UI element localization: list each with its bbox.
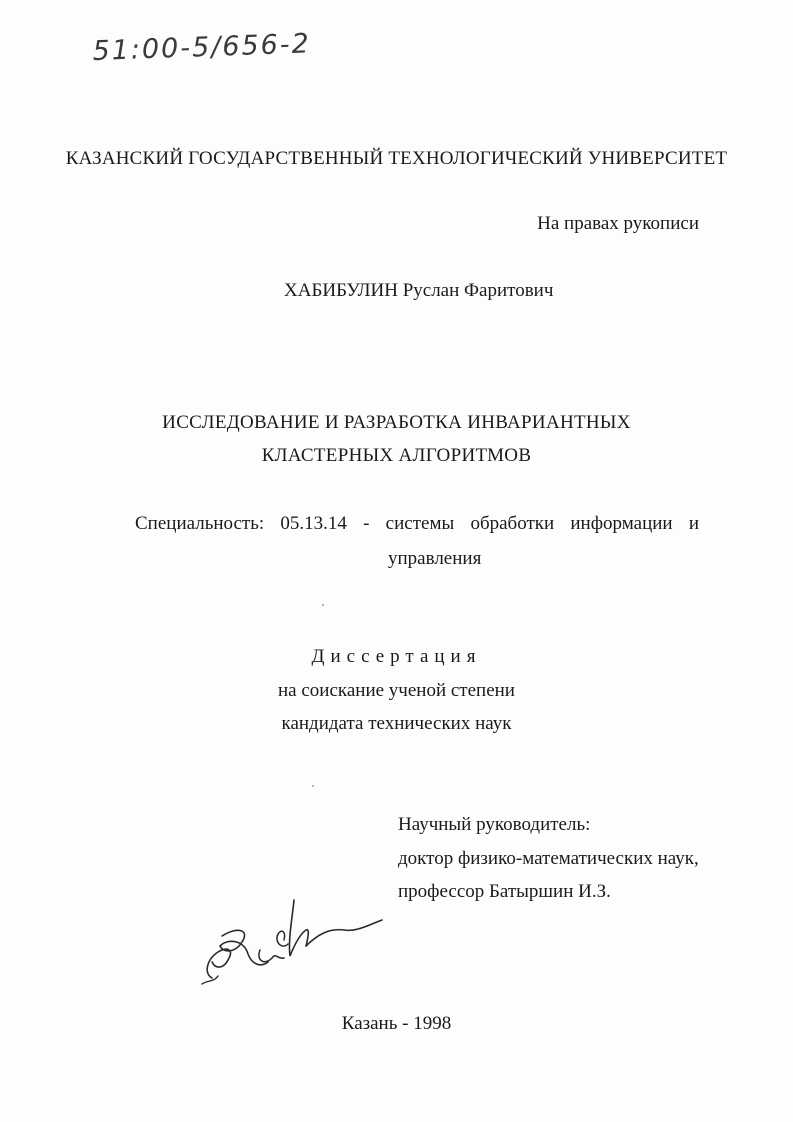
specialty-word: - (363, 513, 370, 534)
thesis-title-line-2: КЛАСТЕРНЫХ АЛГОРИТМОВ (261, 445, 532, 466)
dissertation-degree-line-2: кандидата технических наук (281, 713, 512, 734)
scan-speck (312, 785, 314, 787)
dissertation-degree-line-1: на соискание ученой степени (278, 680, 515, 701)
advisor-label: Научный руководитель: (398, 814, 591, 835)
manuscript-rights-note: На правах рукописи (537, 213, 699, 234)
author-name: ХАБИБУЛИН Руслан Фаритович (284, 280, 554, 301)
specialty-row (135, 513, 699, 535)
specialty-word: и (688, 513, 699, 534)
archive-code-handwritten: 51:00-5/656-2 (92, 28, 312, 67)
specialty-continuation: управления (388, 548, 482, 569)
specialty-word: обработки (470, 513, 555, 534)
advisor-degree: доктор физико-математических наук, (398, 848, 699, 869)
specialty-label: Специальность: (135, 513, 265, 534)
university-name: КАЗАНСКИЙ ГОСУДАРСТВЕННЫЙ ТЕХНОЛОГИЧЕСКИЙ УНИВЕРСИТЕТ (65, 148, 728, 169)
handwritten-signature (198, 890, 398, 990)
advisor-name: профессор Батыршин И.З. (398, 881, 611, 902)
specialty-word: 05.13.14 (280, 513, 347, 534)
specialty-word: информации (570, 513, 673, 534)
city-and-year: Казань - 1998 (341, 1013, 452, 1034)
scan-speck (322, 604, 324, 606)
dissertation-heading: Диссертация (311, 646, 482, 667)
specialty-word: системы (385, 513, 455, 534)
thesis-title-line-1: ИССЛЕДОВАНИЕ И РАЗРАБОТКА ИНВАРИАНТНЫХ (162, 412, 631, 433)
